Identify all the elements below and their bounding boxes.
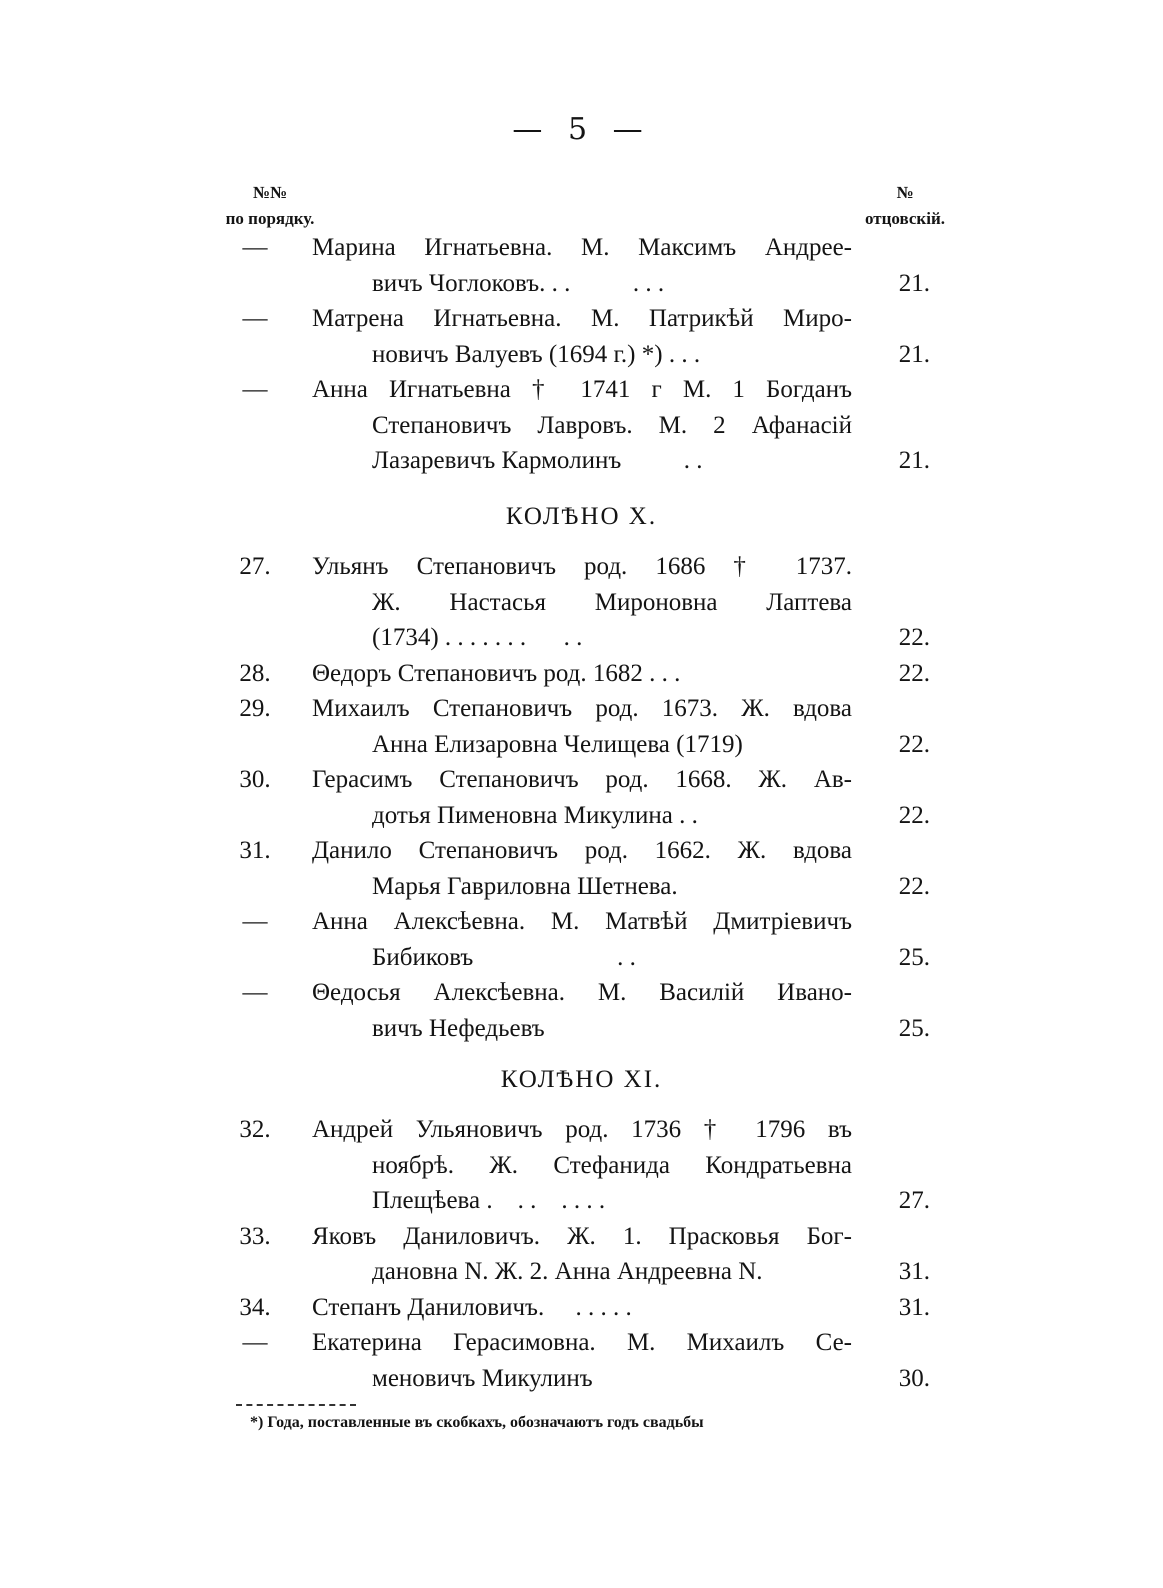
entry-line (0, 1254, 1163, 1290)
entry-line (0, 337, 1163, 373)
father-reference-number: 31. (898, 1258, 930, 1285)
entry-line (0, 975, 1163, 1011)
entry-text: Марья Гавриловна Шетнева. (372, 873, 678, 900)
entry-line (0, 904, 1163, 940)
entry-line (0, 1361, 1163, 1397)
entry-line (0, 585, 1163, 621)
entry-text: новичъ Валуевъ (1694 г.) *) . . . (372, 341, 701, 368)
father-reference-number: 22. (898, 802, 930, 829)
father-reference-number: 22. (898, 731, 930, 758)
entry-number: 27. (239, 553, 271, 580)
entry-text: Герасимъ Степановичъ род. 1668. Ж. Ав- (312, 766, 852, 793)
entry-text: Яковъ Даниловичъ. Ж. 1. Прасковья Бог- (312, 1223, 852, 1250)
entry-line (0, 1148, 1163, 1184)
father-reference-number: 27. (898, 1187, 930, 1214)
entry-line (0, 691, 1163, 727)
entry-line (0, 1290, 1163, 1326)
entry-text: Ж. Настасья Мироновна Лаптева (372, 589, 852, 616)
entry-text: Плещѣева . . . . . . . (372, 1187, 606, 1214)
column-header-father-number (850, 180, 960, 232)
entry-text: дановна N. Ж. 2. Анна Андреевна N. (372, 1258, 763, 1285)
entry-text: Екатерина Герасимовна. М. Михаилъ Се- (312, 1329, 852, 1356)
entry-text: меновичъ Микулинъ (372, 1365, 593, 1392)
entry-text: Анна Алексѣевна. М. Матвѣй Дмитріевичъ (312, 908, 852, 935)
entry-line (0, 1183, 1163, 1219)
entry-line (0, 656, 1163, 692)
entry-text: Лазаревичъ Кармолинъ . . (372, 447, 703, 474)
father-reference-number: 21. (898, 341, 930, 368)
entry-text: Θедосья Алексѣевна. М. Василій Ивано- (312, 979, 852, 1006)
entry-text: Анна Елизаровна Челищева (1719) (372, 731, 743, 758)
entry-line (0, 1219, 1163, 1255)
entry-line (0, 620, 1163, 656)
entry-line (0, 266, 1163, 302)
entry-number: 28. (239, 660, 271, 687)
father-reference-number: 22. (898, 624, 930, 651)
father-reference-number: 21. (898, 447, 930, 474)
entry-number: — (242, 908, 268, 935)
entry-line (0, 869, 1163, 905)
entry-number: — (242, 979, 268, 1006)
entry-line (0, 727, 1163, 763)
footnote-divider (236, 1404, 356, 1406)
entry-text: (1734) . . . . . . . . . (372, 624, 583, 651)
entry-line (0, 1325, 1163, 1361)
entry-line (0, 798, 1163, 834)
entry-number: — (242, 1329, 268, 1356)
entry-line (0, 408, 1163, 444)
section-heading-x: КОЛѢНО X. (505, 503, 658, 530)
entry-text: вичъ Чоглоковъ. . . . . . (372, 270, 665, 297)
entry-text: Ульянъ Степановичъ род. 1686 † 1737. (312, 553, 852, 580)
father-reference-number: 30. (898, 1365, 930, 1392)
entry-text: Данило Степановичъ род. 1662. Ж. вдова (312, 837, 852, 864)
entry-line (0, 443, 1163, 479)
entry-number: — (242, 376, 268, 403)
father-reference-number: 22. (898, 660, 930, 687)
page-number: — 5 — (512, 112, 651, 147)
entry-text: ноябрѣ. Ж. Стефанида Кондратьевна (372, 1152, 852, 1179)
column-header-right-line1: № (896, 183, 914, 202)
father-reference-number: 25. (898, 1015, 930, 1042)
section-heading-xi: КОЛѢНО XI. (500, 1066, 663, 1093)
entry-line (0, 372, 1163, 408)
entry-number: 31. (239, 837, 271, 864)
father-reference-number: 25. (898, 944, 930, 971)
entry-text: Степанъ Даниловичъ. . . . . . (312, 1294, 632, 1321)
entry-line (0, 549, 1163, 585)
entry-number: — (242, 305, 268, 332)
entry-text: Степановичъ Лавровъ. М. 2 Афанасій (372, 412, 852, 439)
entry-number: — (242, 234, 268, 261)
entry-line (0, 1112, 1163, 1148)
entry-text: Андрей Ульяновичъ род. 1736 † 1796 въ (312, 1116, 852, 1143)
entry-number: 29. (239, 695, 271, 722)
entry-line (0, 762, 1163, 798)
entry-text: дотья Пименовна Микулина . . (372, 802, 698, 829)
entry-text: Θедоръ Степановичъ род. 1682 . . . (312, 660, 681, 687)
father-reference-number: 22. (898, 873, 930, 900)
entry-number: 34. (239, 1294, 271, 1321)
entry-line (0, 1011, 1163, 1047)
entry-number: 32. (239, 1116, 271, 1143)
entry-text: Михаилъ Степановичъ род. 1673. Ж. вдова (312, 695, 852, 722)
column-header-left-line2: по порядку. (225, 209, 315, 228)
column-header-order-number (190, 180, 350, 232)
entry-number: 30. (239, 766, 271, 793)
entry-line (0, 940, 1163, 976)
entry-text: Анна Игнатьевна † 1741 г М. 1 Богданъ (312, 376, 852, 403)
entry-text: вичъ Нефедьевъ (372, 1015, 545, 1042)
column-header-left-line1: №№ (252, 183, 288, 202)
entry-number: 33. (239, 1223, 271, 1250)
entry-line (0, 230, 1163, 266)
entry-text: Бибиковъ . . (372, 944, 636, 971)
footnote: *) Года, поставленные въ скобкахъ, обозначаютъ годъ свадьбы (250, 1414, 704, 1431)
entry-text: Матрена Игнатьевна. М. Патрикѣй Миро- (312, 305, 852, 332)
column-header-right-line2: отцовскій. (865, 209, 945, 228)
entry-line (0, 301, 1163, 337)
father-reference-number: 21. (898, 270, 930, 297)
entry-text: Марина Игнатьевна. М. Максимъ Андрее- (312, 234, 852, 261)
father-reference-number: 31. (898, 1294, 930, 1321)
entry-line (0, 833, 1163, 869)
